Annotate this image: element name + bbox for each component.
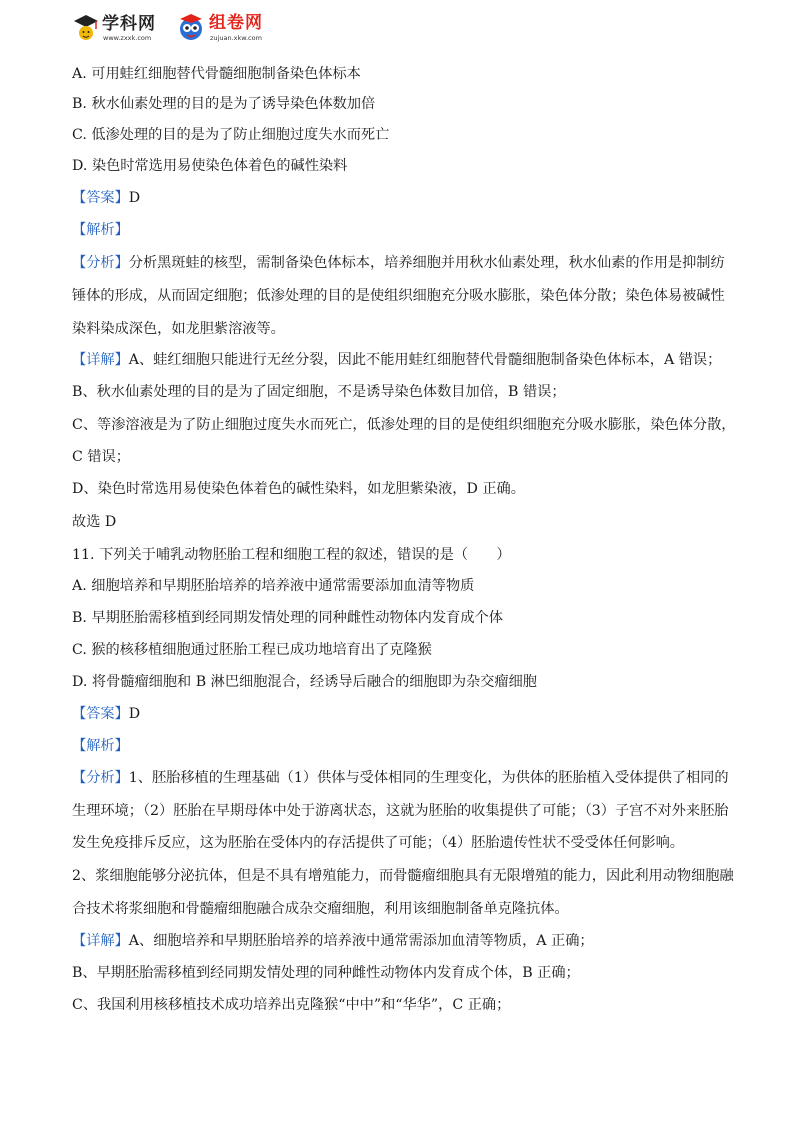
logo1-url: www.zxxk.com <box>103 34 152 42</box>
q10-xiangjie-line: D、染色时常选用易使染色体着色的碱性染料，如龙胆紫染液，D 正确。 <box>72 481 525 497</box>
q10-answer <box>72 188 140 208</box>
answer-tag: 【答案】 <box>72 706 129 722</box>
q10-option-a: A. 可用蛙红细胞替代骨髓细胞制备染色体标本 <box>72 66 361 82</box>
xiangjie-text: A、蛙红细胞只能进行无丝分裂，因此不能用蛙红细胞替代骨髓细胞制备染色体标本，A 错误； <box>128 352 722 368</box>
q10-option-d: D. 染色时常选用易使染色体着色的碱性染料 <box>72 158 348 174</box>
xiangjie-tag: 【详解】 <box>72 933 129 949</box>
q10-fenxi-line <box>72 253 725 273</box>
q10-xiangjie-line: B、秋水仙素处理的目的是为了固定细胞，不是诱导染色体数目加倍，B 错误； <box>72 384 566 400</box>
answer-value: D <box>128 190 141 206</box>
q11-option-d: D. 将骨髓瘤细胞和 B 淋巴细胞混合，经诱导后融合的细胞即为杂交瘤细胞 <box>72 674 537 690</box>
xiangjie-text: A、细胞培养和早期胚胎培养的培养液中通常需添加血清等物质，A 正确； <box>128 933 594 949</box>
fenxi-tag: 【分析】 <box>72 770 129 786</box>
q11-option-c: C. 猴的核移植细胞通过胚胎工程已成功地培育出了克隆猴 <box>72 642 432 658</box>
fenxi-text: 1、胚胎移植的生理基础（1）供体与受体相同的生理变化，为供体的胚胎植入受体提供了相同的 <box>128 770 729 786</box>
graduation-cap-icon <box>72 12 100 44</box>
q11-option-b: B. 早期胚胎需移植到经同期发情处理的同种雌性动物体内发育成个体 <box>72 610 503 626</box>
q11-xiangjie-line <box>72 931 594 951</box>
xuekewang-logo <box>72 12 170 46</box>
q10-conclusion: 故选 D <box>72 514 117 530</box>
q11-fenxi-line <box>72 768 729 788</box>
logo2-text: 组卷网 <box>209 13 263 33</box>
q11-fenxi-line: 生理环境；（2）胚胎在早期母体中处于游离状态，这就为胚胎的收集提供了可能；（3）子宫不对外来胚胎 <box>72 803 729 819</box>
q11-fenxi-line: 2、浆细胞能够分泌抗体，但是不具有增殖能力，而骨髓瘤细胞具有无限增殖的能力，因此利用动物细胞融 <box>72 868 734 884</box>
answer-value: D <box>128 706 141 722</box>
q11-stem: 11. 下列关于哺乳动物胚胎工程和细胞工程的叙述，错误的是（ ） <box>72 547 511 563</box>
q10-option-b: B. 秋水仙素处理的目的是为了诱导染色体数加倍 <box>72 96 376 112</box>
q10-fenxi-line: 锤体的形成，从而固定细胞；低渗处理的目的是使组织细胞充分吸水膨胀，染色体分散；染色体易被碱性 <box>72 288 725 304</box>
fenxi-text: 分析黑斑蛙的核型，需制备染色体标本，培养细胞并用秋水仙素处理，秋水仙素的作用是抑制纺 <box>128 255 725 271</box>
mascot-icon <box>175 12 207 44</box>
q10-xiangjie-line <box>72 350 721 370</box>
q11-xiangjie-line: B、早期胚胎需移植到经同期发情处理的同种雌性动物体内发育成个体，B 正确； <box>72 965 580 981</box>
q11-option-a: A. 细胞培养和早期胚胎培养的培养液中通常需要添加血清等物质 <box>72 578 475 594</box>
q10-xiangjie-line: C 错误； <box>72 449 130 465</box>
q11-fenxi-line: 发生免疫排斥反应，这为胚胎在受体内的存活提供了可能；（4）胚胎遗传性状不受受体任何影响。 <box>72 835 684 851</box>
q11-fenxi-line: 合技术将浆细胞和骨髓瘤细胞融合成杂交瘤细胞，利用该细胞制备单克隆抗体。 <box>72 901 569 917</box>
q11-xiangjie-line: C、我国利用核移植技术成功培养出克隆猴“中中”和“华华”，C 正确； <box>72 997 511 1013</box>
logo1-text: 学科网 <box>102 14 156 34</box>
logo2-url: zujuan.xkw.com <box>210 34 262 42</box>
q11-answer <box>72 704 140 724</box>
answer-tag: 【答案】 <box>72 190 129 206</box>
fenxi-tag: 【分析】 <box>72 255 129 271</box>
q10-analysis-tag: 【解析】 <box>72 222 129 238</box>
page-header <box>72 12 292 46</box>
xiangjie-tag: 【详解】 <box>72 352 129 368</box>
q11-analysis-tag: 【解析】 <box>72 738 129 754</box>
q10-xiangjie-line: C、等渗溶液是为了防止细胞过度失水而死亡，低渗处理的目的是使组织细胞充分吸水膨胀，染色体分散， <box>72 417 736 433</box>
q10-option-c: C. 低渗处理的目的是为了防止细胞过度失水而死亡 <box>72 127 390 143</box>
zujuanwang-logo <box>175 12 285 46</box>
q10-fenxi-line: 染料染成深色，如龙胆紫溶液等。 <box>72 321 285 337</box>
